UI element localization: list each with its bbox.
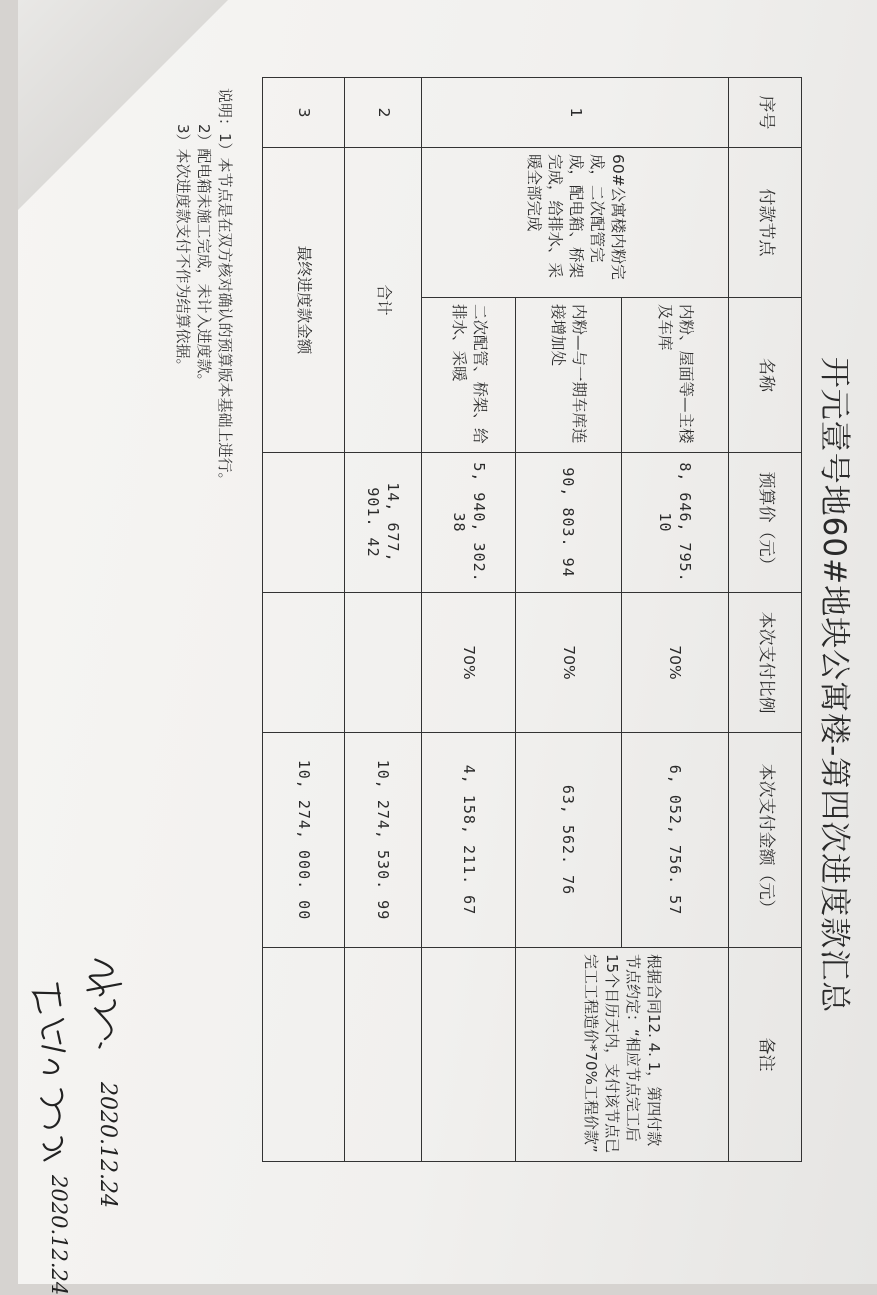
payment-node-cell: 60#公寓楼内粉完成，二次配管完成，配电箱、桥架完成，给排水、采暖全部完成 bbox=[422, 148, 729, 298]
header-amount: 本次支付金额（元） bbox=[729, 733, 802, 948]
final-amount: 10, 274, 000. 00 bbox=[263, 733, 345, 948]
empty-cell bbox=[345, 948, 422, 1162]
empty-cell bbox=[345, 593, 422, 733]
header-remark: 备注 bbox=[729, 948, 802, 1162]
item-name: 内粉、屋面等—主楼及车库 bbox=[621, 298, 729, 453]
item-ratio: 70% bbox=[516, 593, 621, 733]
header-no: 序号 bbox=[729, 78, 802, 148]
signature-1-date: 2020.12.24 bbox=[95, 1082, 120, 1208]
row-no: 3 bbox=[263, 78, 345, 148]
empty-cell bbox=[422, 948, 516, 1162]
row-no: 1 bbox=[422, 78, 729, 148]
notes-section bbox=[172, 88, 235, 488]
header-budget: 预算价（元） bbox=[729, 453, 802, 593]
document-title: 开元壹号地60#地块公寓楼-第四次进度款汇总 bbox=[816, 356, 852, 1014]
empty-cell bbox=[263, 453, 345, 593]
table-row bbox=[621, 78, 729, 1162]
item-ratio: 70% bbox=[422, 593, 516, 733]
header-name: 名称 bbox=[729, 298, 802, 453]
signature-2-date: 2020.12.24 bbox=[47, 1175, 71, 1295]
item-name: 内粉—与一期车库连接增加处 bbox=[516, 298, 621, 453]
empty-cell bbox=[263, 948, 345, 1162]
table-row bbox=[345, 78, 422, 1162]
item-amount: 6, 052, 756. 57 bbox=[621, 733, 729, 948]
item-amount: 4, 158, 211. 67 bbox=[422, 733, 516, 948]
handwritten-signature-1 bbox=[81, 953, 133, 1076]
table-header-row bbox=[729, 78, 802, 1162]
final-amount-label: 最终进度款金额 bbox=[263, 148, 345, 453]
row-no: 2 bbox=[345, 78, 422, 148]
note-line: 2）配电箱未施工完成，未计入进度款。 bbox=[195, 124, 213, 389]
remark-cell: 根据合同12. 4. 1，第四付款节点约定：“相应节点完工后15个日历天内，支付该节点已完工工程造价*70%工程价款” bbox=[516, 948, 729, 1162]
table-row bbox=[263, 78, 345, 1162]
total-amount: 10, 274, 530. 99 bbox=[345, 733, 422, 948]
handwritten-signature-2 bbox=[23, 979, 79, 1171]
total-budget: 14, 677, 901. 42 bbox=[345, 453, 422, 593]
header-payment-node: 付款节点 bbox=[729, 148, 802, 298]
note-line: 说明：1）本节点是在双方核对确认的预算版本基础上进行。 bbox=[216, 88, 234, 488]
item-budget: 5, 940, 302. 38 bbox=[422, 453, 516, 593]
item-name: 二次配管、桥架、给排水、采暖 bbox=[422, 298, 516, 453]
item-budget: 90, 803. 94 bbox=[516, 453, 621, 593]
item-amount: 63, 562. 76 bbox=[516, 733, 621, 948]
progress-payment-table bbox=[262, 77, 802, 1162]
empty-cell bbox=[263, 593, 345, 733]
note-line: 3）本次进度款支付不作为结算依据。 bbox=[174, 124, 192, 374]
item-ratio: 70% bbox=[621, 593, 729, 733]
total-label: 合计 bbox=[345, 148, 422, 453]
item-budget: 8, 646, 795. 10 bbox=[621, 453, 729, 593]
header-ratio: 本次支付比例 bbox=[729, 593, 802, 733]
